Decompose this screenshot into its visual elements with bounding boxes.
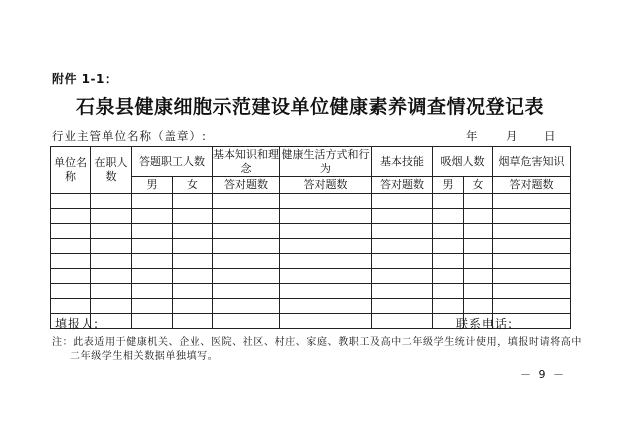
subheader-male: 男 [132, 177, 173, 194]
subheader-correct-knowledge: 答对题数 [213, 177, 280, 194]
table-row [51, 269, 571, 284]
date-month-label: 月 [506, 129, 519, 143]
table-row [51, 194, 571, 209]
date-year-label: 年 [466, 129, 479, 143]
table-row [51, 224, 571, 239]
survey-table [50, 146, 571, 329]
subheader-smoker-male: 男 [433, 177, 464, 194]
filler-label: 填报人: [55, 317, 100, 331]
subheader-female: 女 [173, 177, 213, 194]
document-title: 石泉县健康细胞示范建设单位健康素养调查情况登记表 [75, 96, 544, 118]
header-answer-count: 答题职工人数 [132, 147, 213, 177]
header-lifestyle: 健康生活方式和行为 [281, 147, 370, 175]
header-smokers: 吸烟人数 [433, 147, 493, 177]
subheader-correct-tobacco: 答对题数 [493, 177, 571, 194]
table-row [51, 284, 571, 299]
subheader-correct-skills: 答对题数 [372, 177, 433, 194]
attachment-label: 附件 1-1： [52, 72, 118, 86]
table-row [51, 239, 571, 254]
table-row [51, 299, 571, 314]
table-row [51, 209, 571, 224]
supervising-unit-label: 行业主管单位名称（盖章）: [52, 129, 207, 143]
date-day-label: 日 [544, 129, 557, 143]
header-basic-skills: 基本技能 [372, 147, 433, 177]
header-unit-name: 单位名称 [51, 147, 91, 194]
header-staff-count: 在职人数 [91, 147, 132, 194]
page-number: － 9 － [520, 368, 566, 381]
footnote-line-2: 二年级学生相关数据单独填写。 [70, 351, 219, 362]
footnote-line-1: 注：此表适用于健康机关、企业、医院、社区、村庄、家庭、教职工及高中二年级学生统计使用，填报时请将高中 [52, 337, 582, 348]
table-row [51, 254, 571, 269]
subheader-correct-lifestyle: 答对题数 [280, 177, 372, 194]
contact-phone-label: 联系电话: [456, 317, 514, 331]
subheader-smoker-female: 女 [464, 177, 493, 194]
header-basic-knowledge: 基本知识和理念 [213, 147, 279, 175]
header-tobacco-knowledge: 烟草危害知识 [493, 147, 571, 177]
